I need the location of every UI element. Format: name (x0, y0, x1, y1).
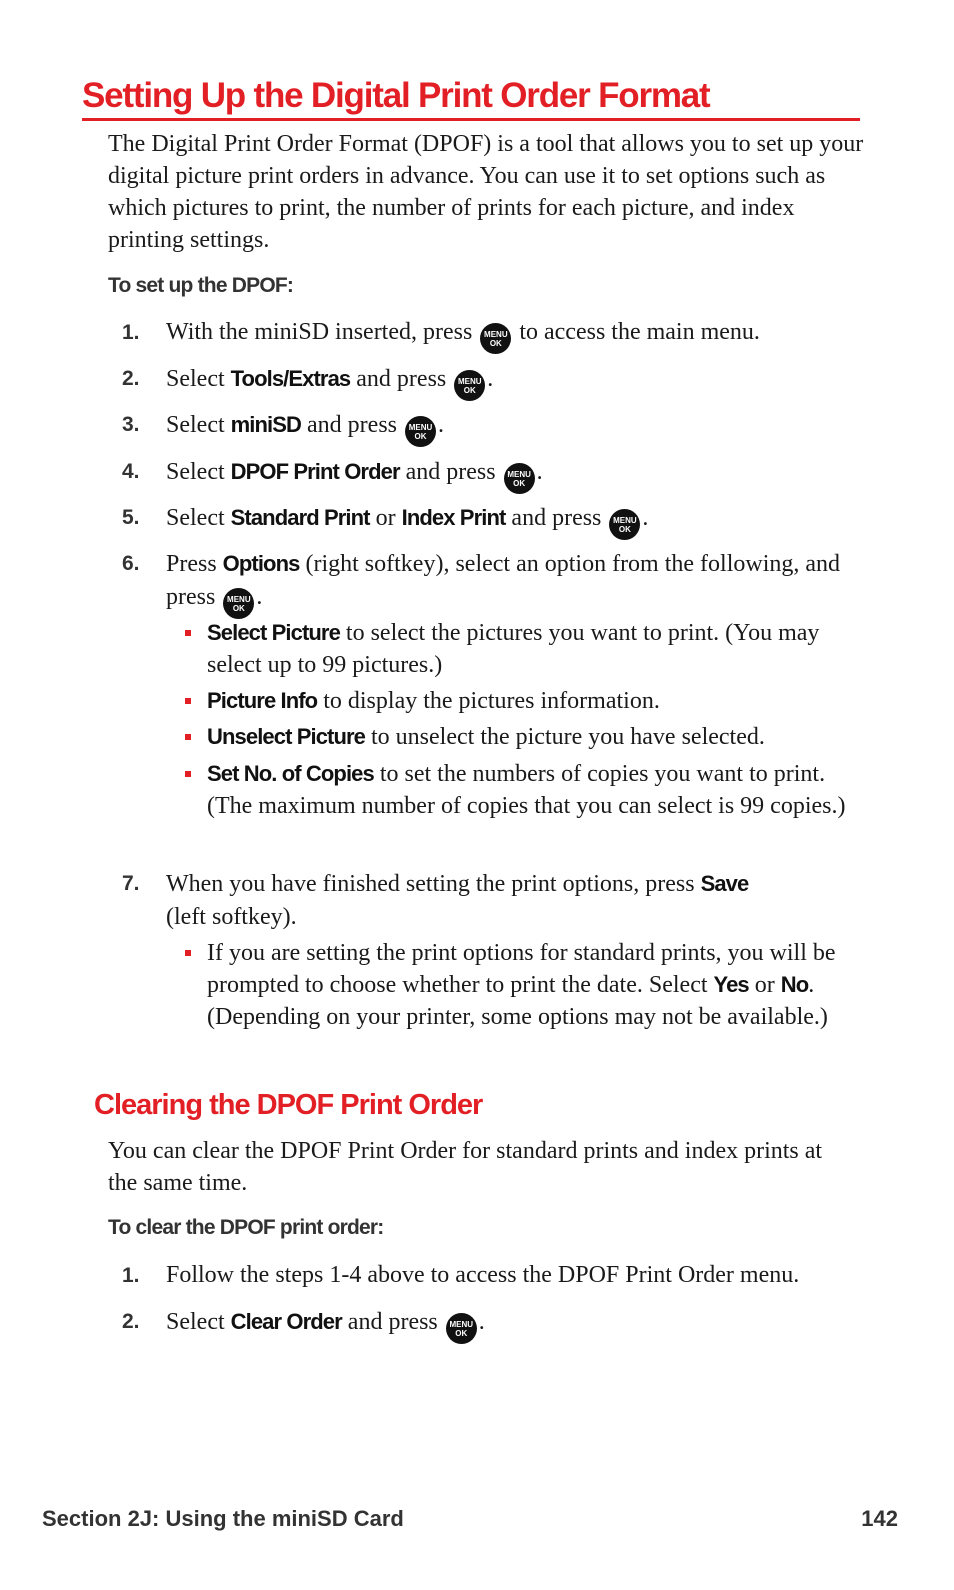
step-text: Select (166, 505, 225, 531)
step-number: 6. (122, 552, 140, 575)
note-text: If you are setting the print options for standard prints, you will be prompted to choose whether to print the date. Select (207, 940, 836, 998)
menu-ok-key-icon: MENU OK (446, 1313, 477, 1344)
menu-item-name: DPOF Print Order (230, 459, 400, 484)
step-text: to access the main menu. (519, 319, 760, 345)
menu-item-name: Clear Order (230, 1309, 342, 1334)
option-name: Set No. of Copies (207, 761, 374, 786)
step-text: (right softkey), select an option from the following, and press (166, 551, 841, 610)
option-name: No (780, 972, 809, 997)
manual-page: Setting Up the Digital Print Order Format The Digital Print Order Format (DPOF) is a tool that allows you to set up your digital picture print orders in advance. You can use it to set options such as which pictures to print, the number of prints for each picture, and index printing settings. To set up the DPOF: 1. With the miniSD inserted, press MENU OK to access the main menu. 2. Select Tools/Extras and press MENU OK . 3. Select miniSD and press MENU OK . 4. Select DPOF Print Order and press MENU OK . 5. Select Standard Print or Index Print and press MENU OK . 6. Press Options (right softkey), select an option from the following, and press MENU OK . Select Picture to select the pictures you want to print. (You may select up to 99 pictures.) Picture Info to display the pictures information. Unselect Picture to unselect the picture you have selected. Set No. of Copies to set the numbers of copies you want to print. (The maximum number of copies that you can select is 99 copies.) 7. When you have finished setting the print options, press Save (left softkey). If you are setting the print options for standard prints, you will be prompted to choose whether to print the date. Select Yes or No. (Depending on your printer, some options may not be available.) Clearing the DPOF Print Order You can clear the DPOF Print Order for standard prints and index prints at the same time. To clear the DPOF print order: 1. Follow the steps 1-4 above to access the DPOF Print Order menu. 2. Select Clear Order and press MENU OK . Section 2J: Using the miniSD Card 142 (42, 76, 898, 1531)
step-text: (left softkey). (166, 904, 297, 930)
option-text: to unselect the picture you have selected. (371, 724, 765, 750)
menu-item-name: Tools/Extras (230, 366, 351, 391)
menu-ok-key-icon: MENU OK (223, 588, 254, 619)
option-name: Unselect Picture (207, 724, 366, 749)
step-text: When you have finished setting the print options, press (166, 871, 695, 897)
option-text: to display the pictures information. (323, 688, 660, 714)
step-number: 2. (122, 367, 140, 390)
step-text: Follow the steps 1-4 above to access the DPOF Print Order menu. (166, 1262, 800, 1288)
step-text: and press (356, 366, 447, 392)
menu-ok-key-icon: MENU OK (504, 463, 535, 494)
step-text: or (375, 505, 396, 531)
menu-ok-key-icon: MENU OK (609, 509, 640, 540)
step-number: 7. (122, 872, 140, 895)
bullet-square-icon (185, 630, 191, 636)
bullet-square-icon (185, 950, 191, 956)
bullet-square-icon (185, 698, 191, 704)
step-number: 1. (122, 321, 140, 344)
section-heading: Clearing the DPOF Print Order (94, 1089, 483, 1121)
page-number: 142 (861, 1506, 898, 1531)
option-text: to set the numbers of copies you want to print. (The maximum number of copies that you can select is 99 copies.) (207, 761, 846, 819)
menu-item-name: miniSD (230, 412, 302, 437)
step-text: Press (166, 551, 217, 577)
setup-subheading: To set up the DPOF: (108, 274, 294, 297)
step-text: and press (307, 412, 398, 438)
option-name: Yes (713, 972, 749, 997)
clear-subheading: To clear the DPOF print order: (108, 1216, 384, 1239)
clear-intro-paragraph: You can clear the DPOF Print Order for standard prints and index prints at the same time. (108, 1138, 823, 1196)
step-text: and press (405, 459, 496, 485)
option-text: to select the pictures you want to print. (You may select up to 99 pictures.) (207, 620, 820, 678)
step-text: Select (166, 1309, 225, 1335)
step-text: and press (511, 505, 602, 531)
step-number: 1. (122, 1264, 140, 1287)
softkey-name: Save (700, 871, 749, 896)
step-number: 3. (122, 413, 140, 436)
step-number: 5. (122, 506, 140, 529)
intro-paragraph: The Digital Print Order Format (DPOF) is a tool that allows you to set up your digital picture print orders in advance. You can use it to set options such as which pictures to print, the number of prints for each picture, and index printing settings. (108, 131, 864, 253)
step-number: 4. (122, 460, 140, 483)
option-name: Select Picture (207, 620, 340, 645)
menu-ok-key-icon: MENU OK (454, 370, 485, 401)
footer-section-label: Section 2J: Using the miniSD Card (42, 1506, 404, 1531)
option-name: Picture Info (207, 688, 318, 713)
menu-item-name: Index Print (401, 505, 506, 530)
menu-ok-key-icon: MENU OK (480, 323, 511, 354)
note-text: or (754, 972, 775, 998)
step-text: With the miniSD inserted, press (166, 319, 473, 345)
step-text: and press (347, 1309, 438, 1335)
page-title: Setting Up the Digital Print Order Format (82, 74, 860, 121)
step-number: 2. (122, 1310, 140, 1333)
note-text: . (Depending on your printer, some options may not be available.) (207, 972, 828, 1030)
step-text: Select (166, 366, 225, 392)
bullet-square-icon (185, 771, 191, 777)
softkey-name: Options (222, 551, 300, 576)
step-text: Select (166, 459, 225, 485)
bullet-square-icon (185, 734, 191, 740)
step-text: Select (166, 412, 225, 438)
menu-ok-key-icon: MENU OK (405, 416, 436, 447)
menu-item-name: Standard Print (230, 505, 370, 530)
